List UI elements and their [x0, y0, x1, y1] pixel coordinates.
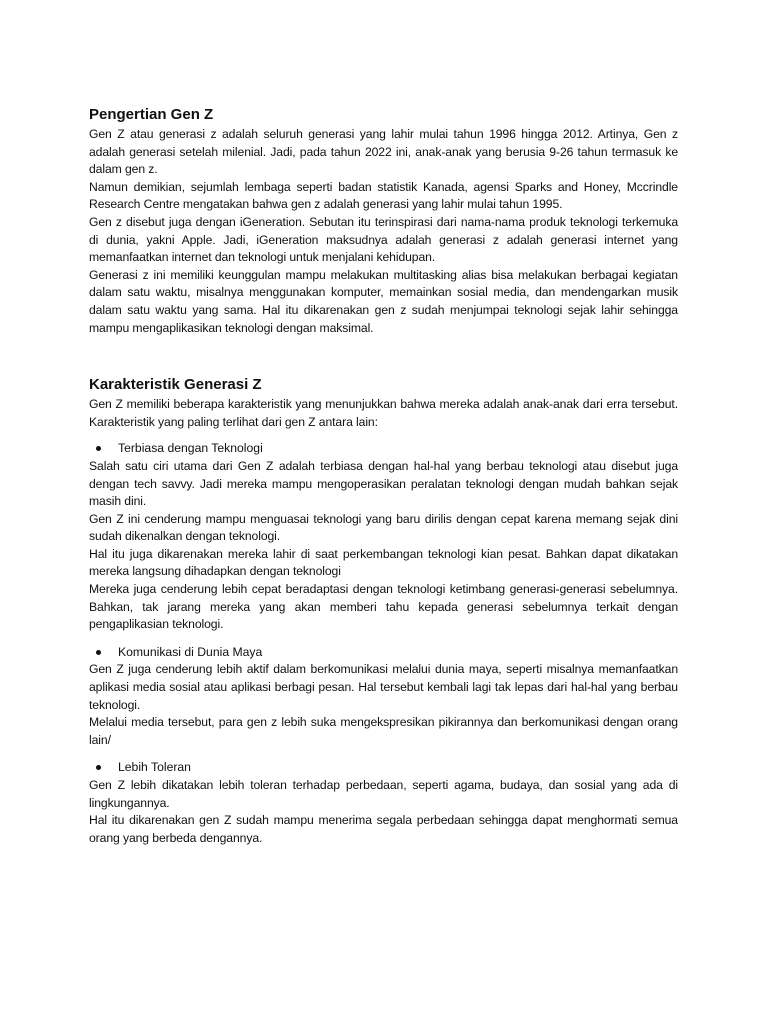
paragraph: Namun demikian, sejumlah lembaga seperti badan statistik Kanada, agensi Sparks and Honey, Mccrindle Research Centre mengatakan bahwa gen z adalah generasi yang lahir mulai tahun 1995. [89, 179, 678, 212]
paragraph: Hal itu dikarenakan gen Z sudah mampu menerima segala perbedaan sehingga dapat menghormati semua orang yang berbeda dengannya. [89, 813, 678, 845]
document-page [89, 104, 678, 847]
paragraph: Gen Z ini cenderung mampu menguasai teknologi yang baru dirilis dengan cepat karena memang sejak dini sudah dikenalkan dengan teknologi. [89, 511, 678, 544]
bullet-heading [89, 759, 678, 777]
section-title: Karakteristik Generasi Z [89, 376, 262, 394]
bullet-heading [89, 644, 678, 662]
paragraph: Gen Z lebih dikatakan lebih toleran terhadap perbedaan, seperti agama, budaya, dan sosial yang ada di lingkungannya. [89, 778, 678, 810]
paragraph: Melalui media tersebut, para gen z lebih suka mengekspresikan pikirannya dan berkomunikasi dengan orang lain/ [89, 715, 678, 747]
paragraph: Mereka juga cenderung lebih cepat beradaptasi dengan teknologi ketimbang generasi-generasi sebelumnya. Bahkan, tak jarang mereka yang akan memberi tahu kepada generasi sebelumnya terkait dengan pengaplikasian teknologi. [89, 582, 678, 632]
list-item [89, 759, 678, 847]
section-karakteristik [89, 374, 678, 847]
list-item [89, 644, 678, 750]
bullet-heading-label: Lebih Toleran [118, 760, 191, 775]
section-pengertian [89, 104, 678, 337]
list-item [89, 440, 678, 634]
section-title: Pengertian Gen Z [89, 106, 214, 123]
paragraph: Salah satu ciri utama dari Gen Z adalah terbiasa dengan hal-hal yang berbau teknologi atau disebut juga dengan tech savvy. Jadi mereka mampu mengoperasikan peralatan teknologi dengan mudah bahkan sejak masih dini. [89, 458, 678, 509]
paragraph: Hal itu juga dikarenakan mereka lahir di saat perkembangan teknologi kian pesat. Bahkan dapat dikatakan mereka langsung dihadapkan dengan teknologi [89, 546, 678, 579]
paragraph: Gen Z atau generasi z adalah seluruh generasi yang lahir mulai tahun 1996 hingga 2012. Artinya, Gen z adalah generasi setelah milenial. Jadi, pada tahun 2022 ini, anak-anak yang berusia 9-26 tahun termasuk ke dalam gen z. [89, 127, 678, 177]
paragraph: Gen Z juga cenderung lebih aktif dalam berkomunikasi melalui dunia maya, seperti misalnya memanfaatkan aplikasi media sosial atau aplikasi berbagi pesan. Hal tersebut kembali lagi tak lepas dari hal-hal yang berbau teknologi. [89, 662, 678, 712]
bullet-icon [96, 650, 101, 655]
bullet-icon [96, 765, 101, 770]
paragraph: Gen z disebut juga dengan iGeneration. Sebutan itu terinspirasi dari nama-nama produk teknologi terkemuka di dunia, yakni Apple. Jadi, iGeneration maksudnya adalah generasi z adalah generasi internet yang memanfaatkan internet dan teknologi untuk menjalani kehidupan. [89, 214, 678, 265]
intro-paragraph: Gen Z memiliki beberapa karakteristik yang menunjukkan bahwa mereka adalah anak-anak dari erra tersebut. Karakteristik yang paling terlihat dari gen Z antara lain: [89, 397, 678, 429]
bullet-heading-label: Terbiasa dengan Teknologi [118, 441, 263, 456]
bullet-heading [89, 440, 678, 458]
bullet-icon [96, 446, 101, 451]
paragraph: Generasi z ini memiliki keunggulan mampu melakukan multitasking alias bisa melakukan berbagai kegiatan dalam satu waktu, misalnya menggunakan komputer, memainkan sosial media, dan mendengarkan musik dalam satu waktu yang sama. Hal itu dikarenakan gen z sudah menjumpai teknologi sejak lahir sehingga mampu mengaplikasikan teknologi dengan maksimal. [89, 267, 678, 335]
bullet-heading-label: Komunikasi di Dunia Maya [118, 644, 263, 659]
